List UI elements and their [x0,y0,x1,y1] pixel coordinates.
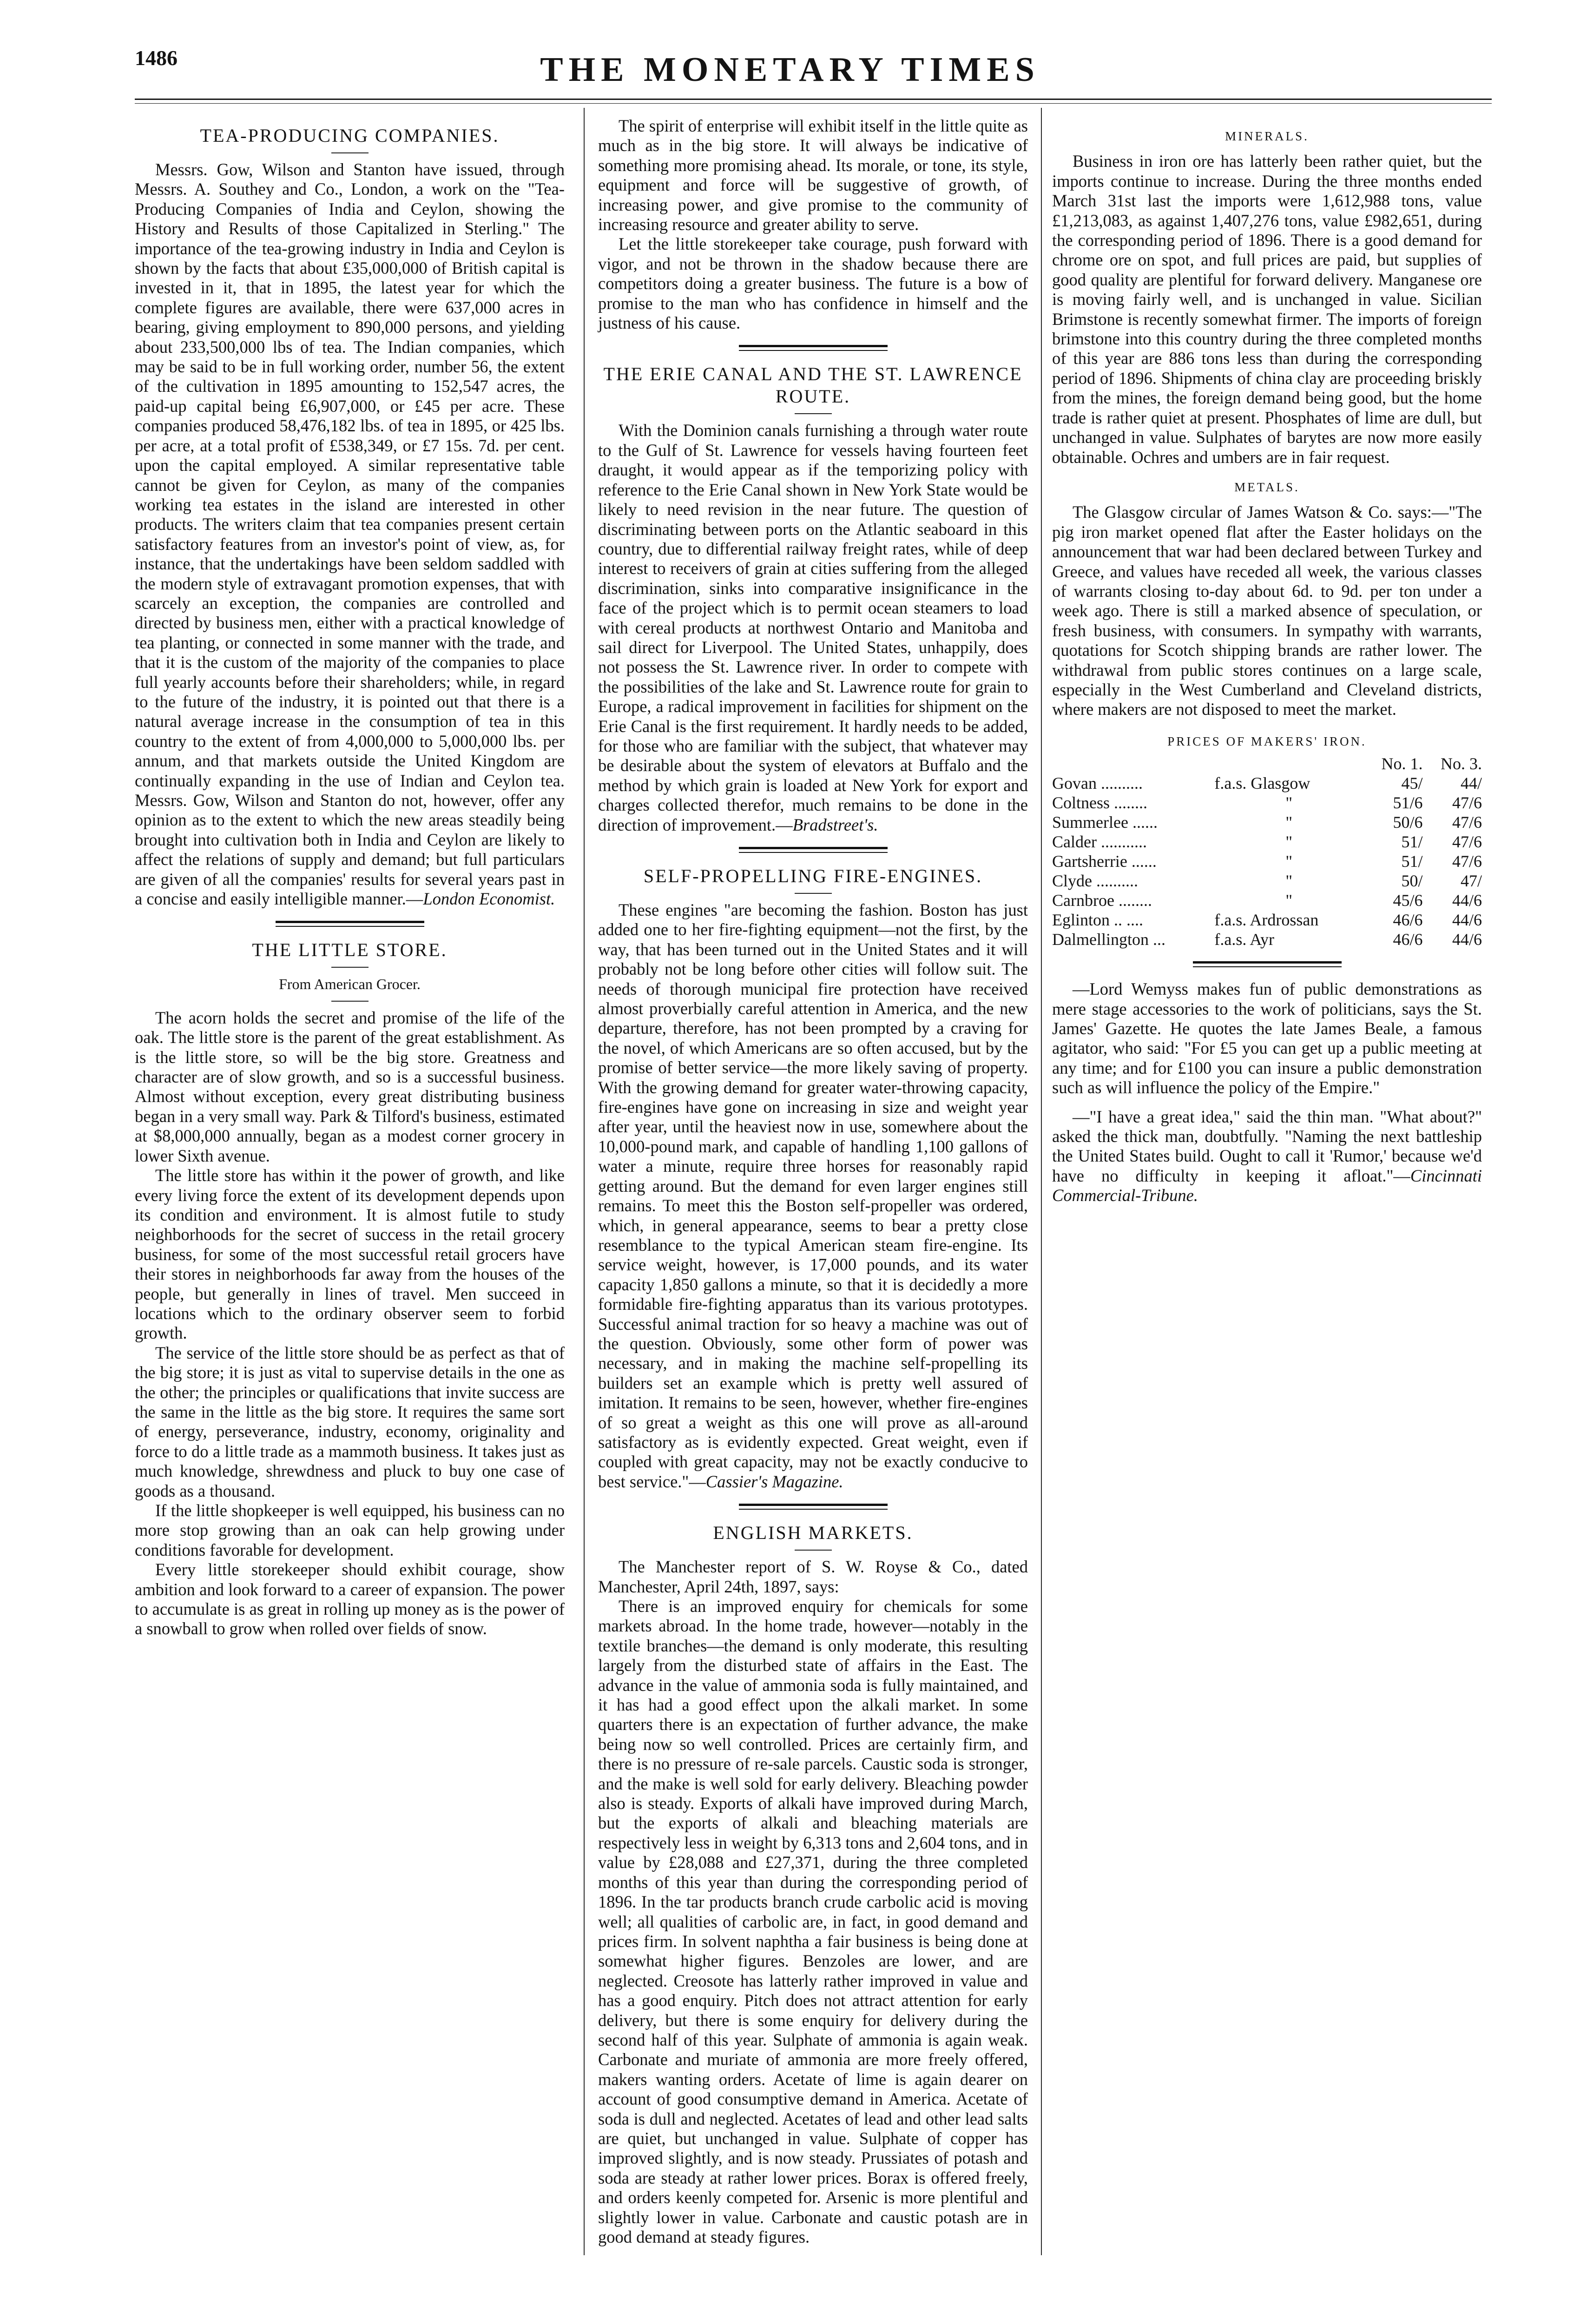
iron-price-no1: 50/ [1401,872,1423,891]
section-rule [739,847,888,853]
iron-price-no1: 46/6 [1393,930,1423,949]
metals-paragraph: The Glasgow circular of James Watson & Co. says:—"The pig iron market opened flat after the Easter holidays on the announcement that war had been declared between Turkey and Greece, and values have receded all week, the various classes of warrants closing to-day about 6d. to 9d. per ton under a week ago. There is still a marked absence of speculation, or fresh business, with consumers. In sympathy with warrants, quotations for Scotch shipping brands are rather lower. The withdrawal from public stores continues on a large scale, especially in the West Cumberland and Cleveland districts, where makers are not disposed to meet the market. [1052,502,1482,719]
great-idea-source: Cincinnati Commercial-Tribune. [1052,1166,1482,1205]
iron-maker-name: Gartsherrie ...... [1052,852,1157,871]
iron-maker-name: Coltness ........ [1052,793,1148,812]
iron-prices-row [1052,891,1482,910]
section-rule [276,921,424,927]
great-idea-body: —"I have a great idea," said the thin man. "What about?" asked the thick man, doubtfully. "Naming the next battleship the United States build. Ought to call it 'Rumor,' because we'd have no difficulty in keeping it afloat."— [1052,1107,1482,1185]
tea-article [135,160,565,909]
iron-maker-name: Clyde .......... [1052,872,1138,891]
erie-source: Bradstreet's. [792,815,878,834]
metals-heading: METALS. [1234,480,1300,494]
minerals-paragraph: Business in iron ore has latterly been rather quiet, but the imports continue to increase. During the three months ended March 31st last the imports were 1,612,988 tons, value £1,213,083, as against 1,407,276 tons, value £982,651, during the corresponding period of 1896. There is a good demand for chrome ore on spot, and full prices are paid, but supplies of good quality are plentiful for forward delivery. Manganese ore is moving fairly well, and is unchanged in value. Sicilian Brimstone is recently somewhat firmer. The imports of foreign brimstone into this country during the three completed months of this year are 886 tons less than during the corresponding period of 1896. Shipments of china clay are proceeding briskly from the mines, the foreign demand being good, but the home trade is rather quiet at present. Phosphates of lime are dull, but unchanged in value. Sulphates of barytes are now more easily obtainable. Ochres and umbers are in fair request. [1052,152,1482,467]
tea-source: London Economist. [423,889,555,909]
little-store-paragraph: Let the little storekeeper take courage, push forward with vigor, and not be thrown in the shadow because there are competitors doing a greater business. The future is a bow of promise to the man who has confidence in himself and the justness of his cause. [598,234,1028,333]
erie-body: With the Dominion canals furnishing a through water route to the Gulf of St. Lawrence for vessels having fourteen feet draught, it would appear as if the temporizing policy with reference to the Erie Canal shown in New York State would be likely to need revision in the near future. The question of discriminating between ports on the Atlantic seaboard in this country, due to differential railway freight rates, while of deep interest to receivers of grain at cities suffering from the alleged discrimination, sinks into comparative insignificance in the face of the project which is to permit ocean steamers to load with cereal products at northwest Ontario and Manitoba and sail direct for Liverpool. The United States, unhappily, does not possess the St. Lawrence river. In order to compete with the possibilities of the lake and St. Lawrence route for grain to Europe, a radical improvement in facilities for shipment on the Erie Canal is the first requirement. It hardly needs to be added, for those who are familiar with the subject, that whatever may be desirable about the system of elevators at Buffalo and the method by which grain is loaded at New York for export and charges collected therefor, much remains to be done in the direction of improvement.— [598,421,1028,834]
tea-heading: TEA-PRODUCING COMPANIES. [200,125,500,146]
column-1 [135,116,565,1639]
column-divider-right [1041,108,1042,2255]
little-store-paragraph: Every little storekeeper should exhibit courage, show ambition and look forward to a career of expansion. The power to accumulate is as great in rolling up money as is the power of a snowball to grow when rolled over fields of snow. [135,1560,565,1638]
iron-price-no3: 44/6 [1452,911,1482,930]
iron-prices-caption: PRICES OF MAKERS' IRON. [1167,734,1367,748]
page-number: 1486 [135,46,178,70]
little-store-paragraph: The service of the little store should be as perfect as that of the big store; it is just as vital to supervise details in the one as the other; the principles or qualifications that invite success are the same in the little as the big store. It requires the same sort of energy, perseverance, industry, economy, originality and force to do a little trade as a mammoth business. It takes just as much knowledge, shrewdness and pluck to buy one case of goods as a thousand. [135,1343,565,1500]
iron-maker-terms: " [1285,832,1293,852]
iron-maker-name: Govan .......... [1052,774,1143,793]
tea-body: Messrs. Gow, Wilson and Stanton have issued, through Messrs. A. Southey and Co., London, a work on the "Tea-Producing Companies of India and Ceylon, showing the History and Results of those Capitalized in Sterling." The importance of the tea-growing industry in India and Ceylon is shown by the facts that about £35,000,000 of British capital is invested in it, that in 1895, the latest year for which the complete figures are available, there were 637,000 acres in bearing, giving employment to 890,000 persons, and yielding about 233,500,000 lbs of tea. The Indian companies, which may be said to be in full working order, number 56, the extent of the cultivation in 1895 amounting to 152,547 acres, the paid-up capital being £6,907,000, or £45 per acre. These companies produced 58,476,182 lbs. of tea in 1895, or 425 lbs. per acre, at a total profit of £538,349, or £7 15s. 7d. per cent. upon the capital employed. A similar representative table cannot be given for Ceylon, as many of the companies working tea estates in the island are interested in other products. The writers claim that tea companies present certain satisfactory features from an investor's point of view, as, for instance, that the undertakings have been seldom saddled with the modern style of extravagant promotion expenses, that with scarcely an exception, the companies are controlled and directed by business men, either with a practical knowledge of tea planting, or connected in some manner with the trade, and that it is the custom of the majority of the companies to place full yearly accounts before their shareholders; while, in regard to the future of the industry, it is pointed out that there is a natural average increase in the consumption of tea in this country to the extent of from 4,000,000 to 5,000,000 lbs. per annum, and that markets outside the United Kingdom are continually expanding in the use of Indian and Ceylon tea. Messrs. Gow, Wilson and Stanton do not, however, offer any opinion as to the extent to which the new areas steadily being brought into cultivation both in India and Ceylon are likely to affect the relations of supply and demand; but full particulars are given of all the companies' results for several years past in a concise and easily intelligible manner.— [135,160,565,909]
section-rule [1193,961,1342,967]
iron-prices-table [1052,754,1482,949]
iron-prices-row [1052,793,1482,812]
tea-heading-rule [331,152,369,153]
iron-prices-rows [1052,773,1482,949]
iron-maker-terms: f.a.s. Glasgow [1214,774,1310,793]
fire-heading: SELF-PROPELLING FIRE-ENGINES. [643,865,983,886]
little-store-heading-rule [331,967,369,968]
fire-article [598,900,1028,1492]
section-rule [739,1504,888,1510]
little-store-heading: THE LITTLE STORE. [252,939,448,961]
iron-price-no3: 44/6 [1452,891,1482,910]
little-store-subheading-rule [331,1001,369,1002]
column-divider-left [584,108,585,2255]
little-store-paragraph: If the little shopkeeper is well equipped, his business can no more stop growing than an oak can help growing under conditions favorable for development. [135,1501,565,1559]
little-store-paragraph: The acorn holds the secret and promise of the life of the oak. The little store is the parent of the great establishment. As is the little store, so will be the big store. Greatness and character are of slow growth, and so is a successful business. Almost without exception, every great distributing business began in a very small way. Park & Tilford's business, estimated at $8,000,000 annually, began as a modest corner grocery in lower Sixth avenue. [135,1008,565,1165]
iron-prices-row [1052,910,1482,930]
column-3 [1052,116,1482,1206]
iron-maker-terms: " [1285,852,1293,871]
iron-maker-terms: " [1285,793,1293,812]
iron-maker-terms: " [1285,872,1293,891]
fire-source: Cassier's Magazine. [705,1472,843,1491]
iron-price-no1: 51/ [1401,852,1423,871]
iron-price-no3: 47/6 [1452,852,1482,871]
english-markets-heading-rule [795,1550,832,1551]
iron-prices-header-row [1052,754,1482,773]
little-store-paragraph: The spirit of enterprise will exhibit itself in the little quite as much as in the big store. It will always be indicative of something more promising ahead. Its morale, or tone, its style, equipment and force will be suggestive of growth, of increasing power, and give promise to the community of increasing resource and greater ability to serve. [598,116,1028,234]
iron-price-no3: 44/ [1460,774,1482,793]
iron-maker-name: Eglinton .. .... [1052,911,1143,930]
column-2 [598,116,1028,2247]
iron-price-no1: 50/6 [1393,813,1423,832]
iron-price-no1: 51/6 [1393,793,1423,812]
iron-price-no3: 47/ [1460,872,1482,891]
masthead-title: THE MONETARY TIMES [540,51,1040,89]
iron-price-no3: 47/6 [1452,832,1482,852]
great-idea-paragraph [1052,1107,1482,1206]
erie-article [598,421,1028,835]
iron-price-no1: 45/ [1401,774,1423,793]
iron-price-no1: 51/ [1401,832,1423,852]
english-markets-intro: The Manchester report of S. W. Royse & Co., dated Manchester, April 24th, 1897, says: [598,1557,1028,1596]
minerals-heading: MINERALS. [1225,129,1309,143]
iron-price-no3: 47/6 [1452,813,1482,832]
english-markets-heading: ENGLISH MARKETS. [713,1522,913,1544]
iron-maker-name: Summerlee ...... [1052,813,1158,832]
masthead-rule [135,99,1492,100]
iron-prices-row [1052,832,1482,852]
iron-price-no1: 46/6 [1393,911,1423,930]
iron-prices-row [1052,812,1482,832]
little-store-subheading: From American Grocer. [279,976,421,993]
iron-price-no1: 45/6 [1393,891,1423,910]
masthead-rule-thin [135,103,1492,104]
iron-maker-name: Calder ........... [1052,832,1147,852]
little-store-paragraph: The little store has within it the power of growth, and like every living force the extent of its development depends upon its condition and environment. It is almost futile to study neighborhoods for the secret of success in the retail grocery business, for some of the most successful retail grocers have their stores in neighborhoods far away from the houses of the people, but generally in lines of travel. Men succeed in locations which to the ordinary observer seem to forbid growth. [135,1166,565,1343]
iron-prices-row [1052,930,1482,949]
iron-maker-terms: " [1285,813,1293,832]
iron-maker-name: Dalmellington ... [1052,930,1165,949]
iron-maker-name: Carnbroe ........ [1052,891,1152,910]
erie-heading: THE ERIE CANAL AND THE ST. LAWRENCE ROUTE. [603,363,1023,407]
iron-maker-terms: " [1285,891,1293,910]
fire-heading-rule [795,893,832,894]
iron-prices-row [1052,773,1482,793]
english-markets-chemicals: There is an improved enquiry for chemicals for some markets abroad. In the home trade, however—notably in the textile branches—the demand is only moderate, this resulting largely from the disturbed state of affairs in the East. The advance in the value of ammonia soda is fully maintained, and it has had a good effect upon the alkali market. In some quarters there is an expectation of further advance, the make being now so well controlled. Prices are certainly firm, and there is no pressure of re-sale parcels. Caustic soda is stronger, and the make is well sold for early delivery. Bleaching powder also is steady. Exports of alkali have improved during March, but the exports of alkali and bleaching materials are respectively less in weight by 6,313 tons and 2,604 tons, and in value by £28,088 and £27,371, during the three completed months of this year than during the corresponding period of 1896. In the tar products branch crude carbolic acid is moving well; all qualities of carbolic are, in fact, in good demand and prices firm. In solvent naphtha a fair business is being done at somewhat higher figures. Benzoles are lower, and are neglected. Creosote has latterly rather improved in value and has a good enquiry. Pitch does not attract attention for early delivery, but there is some enquiry for delivery during the second half of this year. Sulphate of ammonia is again weak. Carbonate and muriate of ammonia are more freely offered, makers wanting orders. Acetate of lime is again dearer on account of good consumptive demand in America. Acetate of soda is dull and neglected. Acetates of lead and other lead salts are quiet, but unchanged in value. Sulphate of copper has improved slightly, and is now steady. Prussiates of potash and soda are steady at rather lower prices. Borax is offered freely, and orders keenly competed for. Arsenic is more plentiful and slightly lower in value. Carbonate and caustic potash are in good demand at steady figures. [598,1597,1028,2246]
erie-heading-rule [795,413,832,414]
fire-body: These engines "are becoming the fashion. Boston has just added one to her fire-fighting equipment—not the first, by the way, that has been turned out in the United States and it will probably not be long before other cities will follow suit. The needs of thorough municipal fire protection have received almost proverbially careful attention in America, and the new departure, therefore, has not been prompted by a craving for the novel, of which Americans are so often accused, but by the promise of better service—the more likely saving of property. With the growing demand for greater water-throwing capacity, fire-engines have gone on increasing in size and weight year after year, until the heaviest now in use, somewhere about the 10,000-pound mark, and capable of handling 1,100 gallons of water a minute, require three horses for reasonably rapid getting around. But the demand for even larger engines still remains. To meet this the Boston self-propeller was ordered, which, in general appearance, seems to bear a pretty close resemblance to the typical American steam fire-engine. Its service weight, however, is 17,000 pounds, and its water capacity 1,850 gallons a minute, so that it is decidedly a more formidable fire-fighting apparatus than its various prototypes. Successful animal traction for so heavy a machine was out of the question. Obviously, some other form of power was necessary, and in making the machine self-propelling its builders set an example which is pretty well assured of imitation. It remains to be seen, however, whether fire-engines of so great a weight as this one will prove as all-around satisfactory as is evidently expected. Great weight, even if coupled with great capacity, may not be exactly conducive to best service."— [598,900,1028,1491]
iron-col-no1: No. 1. [1381,754,1423,773]
iron-prices-row [1052,871,1482,891]
section-rule [739,345,888,351]
iron-price-no3: 47/6 [1452,793,1482,812]
iron-maker-terms: f.a.s. Ayr [1214,930,1275,949]
iron-prices-row [1052,852,1482,871]
wemyss-paragraph: —Lord Wemyss makes fun of public demonstrations as mere stage accessories to the work of politicians, says the St. James' Gazette. He quotes the late James Beale, a famous agitator, who said: "For £5 you can get up a public meeting at any time; and for £100 you can insure a public demonstration such as will influence the policy of the Empire." [1052,979,1482,1097]
iron-maker-terms: f.a.s. Ardrossan [1214,911,1319,930]
iron-col-no3: No. 3. [1441,754,1482,773]
iron-price-no3: 44/6 [1452,930,1482,949]
